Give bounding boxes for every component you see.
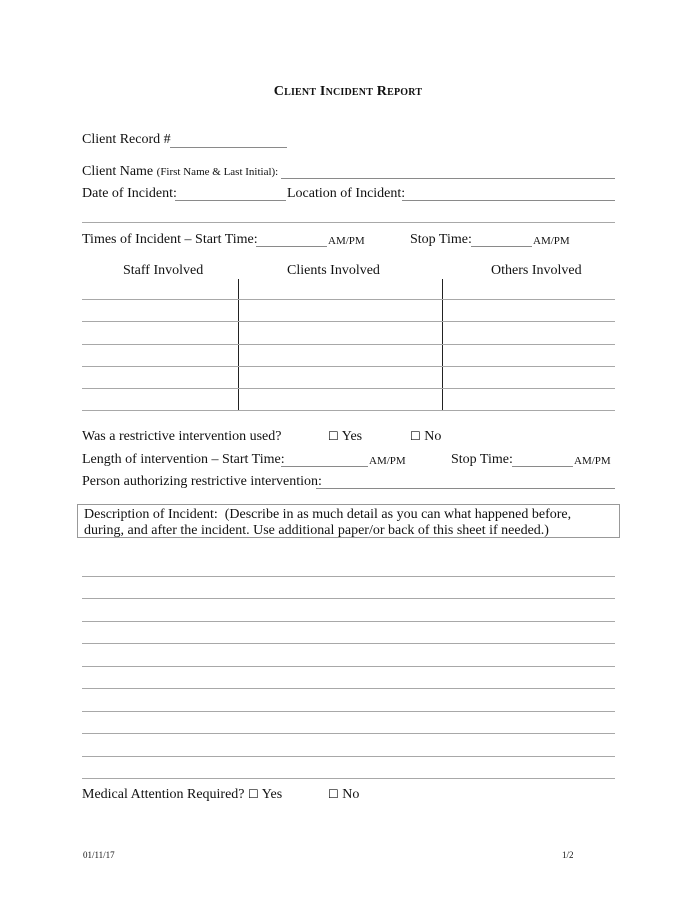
client-record-field[interactable] [170, 147, 287, 148]
involved-row-line[interactable] [82, 388, 615, 389]
clients-involved-header: Clients Involved [287, 263, 380, 278]
checkbox-icon[interactable]: ☐ [410, 429, 421, 443]
stop-time-field[interactable] [471, 246, 532, 247]
stop-time-label: Stop Time: [410, 232, 472, 247]
description-line[interactable] [82, 576, 615, 577]
description-line[interactable] [82, 621, 615, 622]
checkbox-icon[interactable]: ☐ [248, 787, 259, 801]
description-line[interactable] [82, 733, 615, 734]
involved-row-line[interactable] [82, 410, 615, 411]
description-line[interactable] [82, 598, 615, 599]
description-label: Description of Incident: [84, 507, 218, 522]
location-of-incident-label: Location of Incident: [287, 186, 406, 201]
date-of-incident-field[interactable] [175, 200, 286, 201]
description-line[interactable] [82, 688, 615, 689]
involved-row-line[interactable] [82, 321, 615, 322]
medical-row [82, 787, 282, 803]
staff-involved-header: Staff Involved [123, 263, 204, 278]
location-continuation-line[interactable] [82, 222, 615, 223]
restrictive-no-label: No [424, 429, 442, 444]
length-stop-ampm: AM/PM [574, 455, 611, 467]
description-line[interactable] [82, 643, 615, 644]
form-title: Client Incident Report [273, 84, 423, 99]
description-text: (Describe in as much detail as you can what happened before, during, and after the incident. Use additional paper/or back of this sheet if needed.) [84, 507, 572, 538]
checkbox-icon[interactable]: ☐ [328, 787, 339, 801]
restrictive-yes-option[interactable] [328, 429, 362, 445]
length-start-ampm: AM/PM [369, 455, 406, 467]
description-line[interactable] [82, 778, 615, 779]
date-of-incident-label: Date of Incident: [82, 186, 177, 201]
description-line[interactable] [82, 666, 615, 667]
times-start-field[interactable] [256, 246, 327, 247]
medical-no-label: No [342, 787, 360, 802]
description-instructions [77, 504, 620, 538]
authorizing-label: Person authorizing restrictive intervention: [82, 474, 322, 489]
length-stop-label: Stop Time: [451, 452, 513, 467]
client-name-label: Client Name [82, 164, 154, 179]
restrictive-question: Was a restrictive intervention used? [82, 429, 282, 444]
others-involved-header: Others Involved [491, 263, 582, 278]
authorizing-field[interactable] [316, 488, 615, 489]
footer-date: 01/11/17 [83, 850, 115, 860]
length-start-field[interactable] [281, 466, 368, 467]
involved-row-line[interactable] [82, 299, 615, 300]
client-name-field[interactable] [281, 178, 615, 179]
client-record-label: Client Record # [82, 132, 171, 147]
description-line[interactable] [82, 756, 615, 757]
footer-page-number: 1/2 [562, 850, 574, 860]
restrictive-no-option[interactable] [410, 429, 441, 445]
client-name-hint: (First Name & Last Initial): [156, 166, 279, 178]
length-stop-field[interactable] [512, 466, 573, 467]
client-name-label-row [82, 164, 278, 180]
restrictive-yes-label: Yes [341, 429, 363, 444]
description-line[interactable] [82, 711, 615, 712]
length-start-label: Length of intervention – Start Time: [82, 452, 285, 467]
stop-time-ampm: AM/PM [533, 235, 570, 247]
involved-row-line[interactable] [82, 366, 615, 367]
checkbox-icon[interactable]: ☐ [328, 429, 339, 443]
location-of-incident-field[interactable] [402, 200, 615, 201]
times-start-ampm: AM/PM [328, 235, 365, 247]
involved-row-line[interactable] [82, 344, 615, 345]
medical-yes-label: Yes [261, 787, 283, 802]
times-start-label: Times of Incident – Start Time: [82, 232, 258, 247]
medical-question: Medical Attention Required? [82, 787, 245, 802]
medical-no-option[interactable] [328, 787, 359, 803]
